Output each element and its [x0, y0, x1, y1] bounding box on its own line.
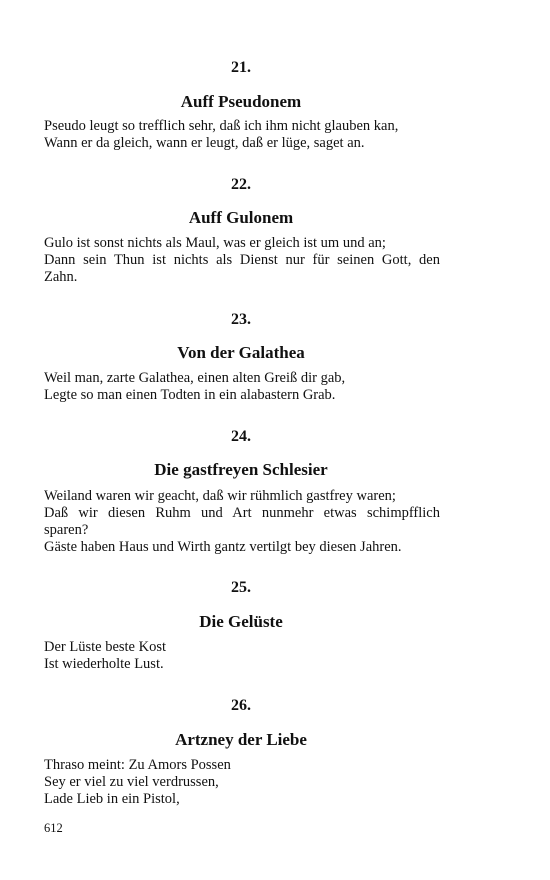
poem-title: Die gastfreyen Schlesier: [154, 460, 328, 479]
poem-text: [44, 235, 440, 286]
verse-line: Zahn.: [44, 269, 78, 285]
verse-line: Dann sein Thun ist nichts als Dienst nur für seinen Gott, den: [44, 252, 440, 268]
poem-number: 23.: [231, 311, 251, 328]
poem-title: Auff Pseudonem: [180, 92, 302, 111]
verse-line: Ist wiederholte Lust.: [44, 656, 164, 672]
verse-line: Lade Lieb in ein Pistol,: [44, 791, 180, 807]
poem-text: [44, 488, 440, 556]
poem-title: Artzney der Liebe: [175, 730, 307, 749]
poem-title: Die Gelüste: [199, 612, 283, 631]
poem-number: 22.: [231, 176, 251, 193]
verse-line: Thraso meint: Zu Amors Possen: [44, 757, 231, 773]
poem-title: Von der Galathea: [177, 343, 305, 362]
poem-number: 24.: [231, 428, 251, 445]
poem-text: [44, 118, 440, 152]
poem-title: Auff Gulonem: [188, 208, 294, 227]
verse-line: Gäste haben Haus und Wirth gantz vertilgt bey diesen Jahren.: [44, 539, 402, 555]
verse-line: Gulo ist sonst nichts als Maul, was er gleich ist um und an;: [44, 235, 386, 251]
verse-line: Legte so man einen Todten in ein alabastern Grab.: [44, 387, 336, 403]
page-number: 612: [44, 821, 63, 835]
poem-text: [44, 639, 440, 673]
poem-number: 26.: [231, 697, 251, 714]
poem-number: 21.: [231, 59, 251, 76]
verse-line: sparen?: [44, 522, 89, 538]
verse-line: Pseudo leugt so trefflich sehr, daß ich ihm nicht glauben kan,: [44, 118, 399, 134]
verse-line: Sey er viel zu viel verdrussen,: [44, 774, 219, 790]
verse-line: Wann er da gleich, wann er leugt, daß er lüge, saget an.: [44, 135, 365, 151]
verse-line: Der Lüste beste Kost: [44, 639, 167, 655]
verse-line: Weil man, zarte Galathea, einen alten Greiß dir gab,: [44, 370, 346, 386]
poem-number: 25.: [231, 579, 251, 596]
poem-text: [44, 757, 440, 808]
poem-text: [44, 370, 440, 404]
verse-line: Weiland waren wir geacht, daß wir rühmlich gastfrey waren;: [44, 488, 396, 504]
verse-line: Daß wir diesen Ruhm und Art nunmehr etwas schimpfflich: [44, 505, 440, 521]
